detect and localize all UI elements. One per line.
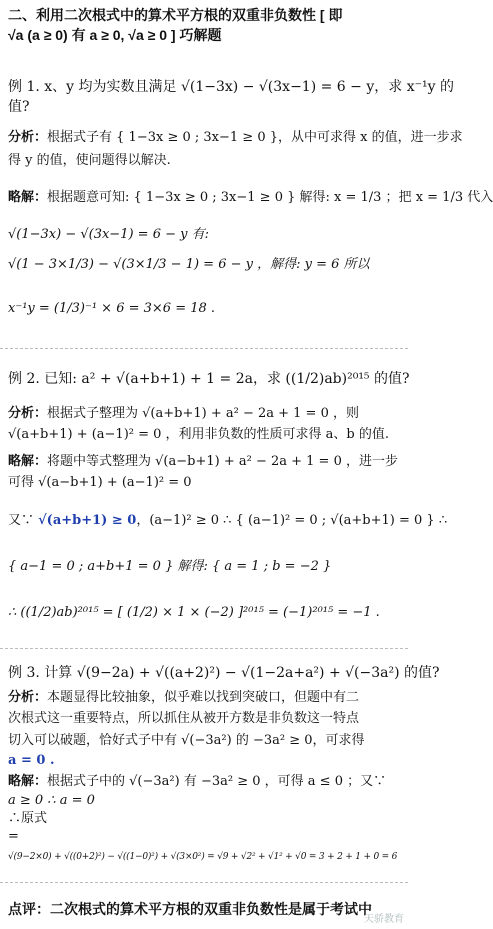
example-3-analysis-line2: 次根式这一重要特点，所以抓住从被开方数是非负数这一特点 xyxy=(8,711,360,726)
analysis-label: 分析： xyxy=(8,129,48,144)
solution-text: 根据式子中的 √(−3a²) 有 −3a² ≥ 0 ，可得 a ≤ 0 ；又∵ xyxy=(47,774,387,789)
analysis-text: 根据式子整理为 √(a+b+1) + a² − 2a + 1 = 0 ，则 xyxy=(47,406,359,421)
example-3-title: 例 3. 计算 √(9−2a) + √((a+2)²) − √(1−2a+a²) + √(−3a²) 的值? xyxy=(8,665,440,681)
example-2-title: 例 2. 已知: a² + √(a+b+1) + 1 = 2a，求 ((1/2)ab)²⁰¹⁵ 的值? xyxy=(8,371,410,387)
analysis-label: 分析： xyxy=(8,689,48,704)
example-3-solution-line3: ∴原式 xyxy=(8,811,48,826)
divider xyxy=(0,648,408,649)
analysis-text: 本题显得比较抽象，似乎难以找到突破口，但题中有二 xyxy=(47,690,360,705)
example-1-solution-line4: x⁻¹y = (1/3)⁻¹ × 6 = 3×6 = 18 . xyxy=(8,301,216,316)
example-1-analysis xyxy=(8,128,463,147)
highlighted-condition: √(a+b+1) ≥ 0 xyxy=(38,513,137,528)
solution-label: 略解： xyxy=(8,189,48,204)
example-1-title-cont: 值? xyxy=(8,99,30,115)
solution-text: 将题中等式整理为 √(a−b+1) + a² − 2a + 1 = 0 ，进一步 xyxy=(47,454,398,469)
example-2-solution-line5: ∴ ((1/2)ab)²⁰¹⁵ = [ (1/2) × 1 × (−2) ]²⁰¹⁵ = (−1)²⁰¹⁵ = −1 . xyxy=(8,605,380,620)
example-2-analysis xyxy=(8,404,359,423)
example-3-analysis xyxy=(8,688,359,707)
solution-label: 略解： xyxy=(8,453,48,468)
example-3-solution-line5: √(9−2×0) + √((0+2)²) − √((1−0)²) + √(3×0²) = √9 + √2² + √1² + √0 = 3 + 2 + 1 + 0 = 6 xyxy=(8,852,398,862)
comment-label: 点评： xyxy=(8,901,50,917)
example-3-solution xyxy=(8,772,386,791)
solution-label: 略解： xyxy=(8,773,48,788)
example-3-solution-line2: a ≥ 0 ∴ a = 0 xyxy=(8,793,95,808)
example-2-solution-line4: { a−1 = 0 ; a+b+1 = 0 } 解得: { a = 1 ; b = −2 } xyxy=(8,559,332,574)
divider xyxy=(0,348,408,349)
example-2-solution-line2: 可得 √(a−b+1) + (a−1)² = 0 xyxy=(8,475,192,490)
solution-text: 根据题意可知: { 1−3x ≥ 0 ; 3x−1 ≥ 0 } 解得: x = 1/3 ；把 x = 1/3 代入 xyxy=(47,190,493,205)
divider xyxy=(0,882,408,883)
example-3-analysis-line4: a = 0 . xyxy=(8,753,55,768)
watermark: 天骄教育 xyxy=(364,914,404,925)
because-prefix: 又∵ xyxy=(8,513,39,528)
because-rest: ，(a−1)² ≥ 0 ∴ { (a−1)² = 0 ; √(a+b+1) = 0 } ∴ xyxy=(136,513,448,528)
section-heading-line2: √a (a ≥ 0) 有 a ≥ 0, √a ≥ 0 ] 巧解题 xyxy=(8,27,222,43)
example-3-solution-line4: = xyxy=(8,829,19,844)
analysis-label: 分析： xyxy=(8,405,48,420)
comment-text: 二次根式的算术平方根的双重非负数性是属于考试中 xyxy=(50,902,372,918)
example-1-analysis-cont: 得 y 的值，使问题得以解决. xyxy=(8,153,171,168)
analysis-text: 根据式子有 { 1−3x ≥ 0 ; 3x−1 ≥ 0 }，从中可求得 x 的值，进一步求 xyxy=(47,130,463,145)
example-3-analysis-line3: 切入可以破题，恰好式子中有 √(−3a²) 的 −3a² ≥ 0，可求得 xyxy=(8,733,365,748)
example-1-title: 例 1. x、y 均为实数且满足 √(1−3x) − √(3x−1) = 6 − y，求 x⁻¹y 的 xyxy=(8,79,454,95)
example-2-solution xyxy=(8,452,398,471)
example-2-solution-line3 xyxy=(8,512,447,530)
section-heading-line1: 二、利用二次根式中的算术平方根的双重非负数性 [ 即 xyxy=(8,7,343,23)
example-1-solution xyxy=(8,188,493,207)
comment xyxy=(8,900,372,919)
example-1-solution-line3: √(1 − 3×1/3) − √(3×1/3 − 1) = 6 − y ，解得: y = 6 所以 xyxy=(8,257,370,272)
example-1-solution-line2: √(1−3x) − √(3x−1) = 6 − y 有: xyxy=(8,227,209,242)
example-2-analysis-cont: √(a+b+1) + (a−1)² = 0 ，利用非负数的性质可求得 a、b 的值. xyxy=(8,427,390,442)
